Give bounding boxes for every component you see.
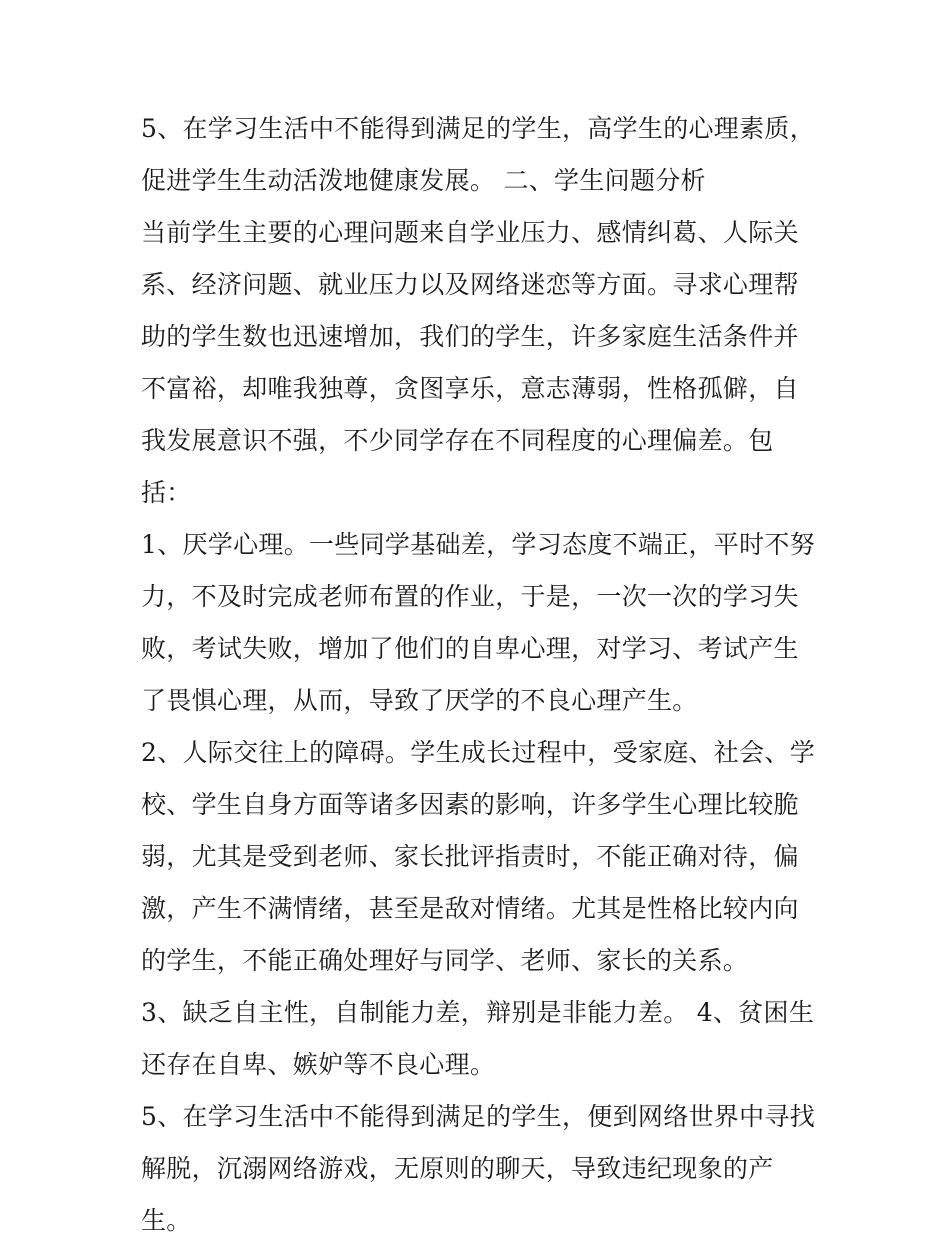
paragraph-5: 3、缺乏自主性，自制能力差，辩别是非能力差。 4、贫困生还存在自卑、嫉妒等不良心理。 [141,998,815,1079]
paragraph-4: 2、人际交往上的障碍。学生成长过程中，受家庭、社会、学校、学生自身方面等诸多因素的影响，许多学生心理比较脆弱，尤其是受到老师、家长批评指责时，不能正确对待，偏激，产生不满情绪，甚至是敌对情绪。尤其是性格比较内向的学生，不能正确处理好与同学、老师、家长的关系。 [141,738,816,975]
paragraph-6: 5、在学习生活中不能得到满足的学生，便到网络世界中寻找解脱，沉溺网络游戏，无原则的聊天，导致违纪现象的产生。 [141,1102,816,1235]
paragraph-2: 当前学生主要的心理问题来自学业压力、感情纠葛、人际关系、经济问题、就业压力以及网络迷恋等方面。寻求心理帮助的学生数也迅速增加，我们的学生，许多家庭生活条件并不富裕，却唯我独尊，贪图享乐，意志薄弱，性格孤僻，自我发展意识不强，不少同学存在不同程度的心理偏差。包括： [141,218,799,507]
paragraph-1: 5、在学习生活中不能得到满足的学生，高学生的心理素质，促进学生生动活泼地健康发展。 二、学生问题分析 [141,114,816,195]
document-body [141,103,821,1247]
paragraph-3: 1、厌学心理。一些同学基础差，学习态度不端正，平时不努力，不及时完成老师布置的作业，于是，一次一次的学习失败，考试失败，增加了他们的自卑心理，对学习、考试产生了畏惧心理，从而，导致了厌学的不良心理产生。 [141,530,816,715]
